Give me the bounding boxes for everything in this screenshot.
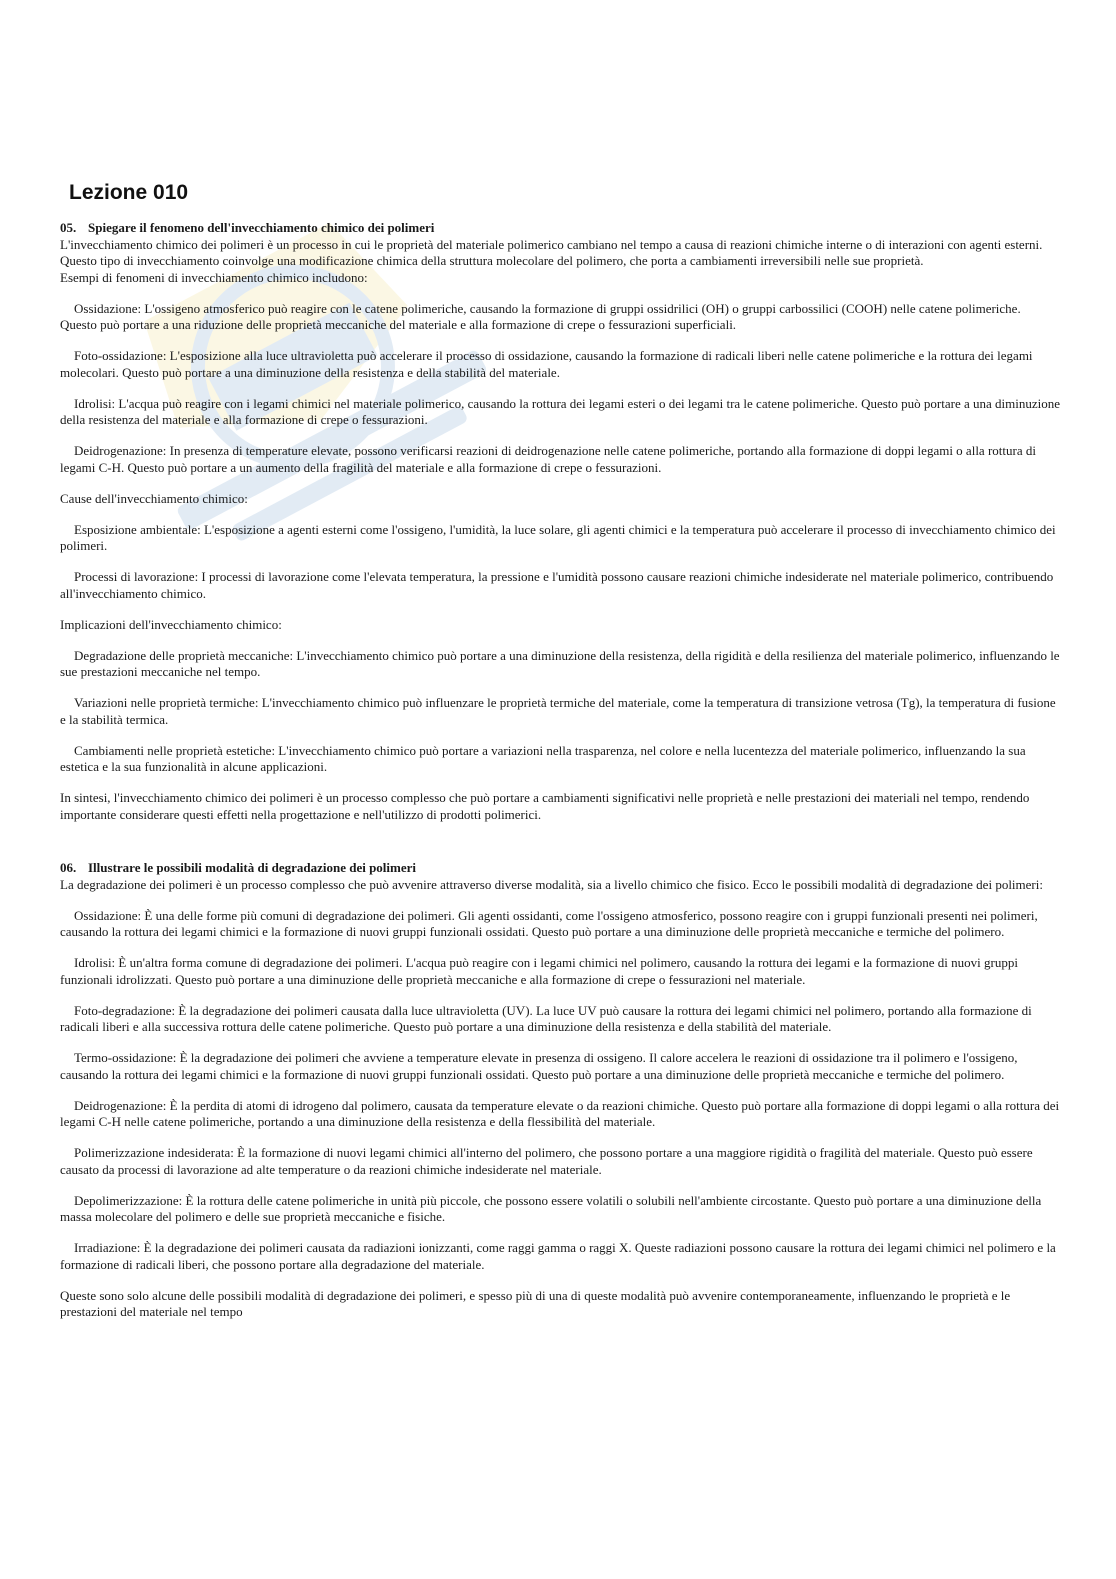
question-title: Illustrare le possibili modalità di degradazione dei polimeri	[88, 860, 417, 875]
paragraph-conclusion: Queste sono solo alcune delle possibili modalità di degradazione dei polimeri, e spesso più di una di queste modalità può avvenire contemporaneamente, influenzando le proprietà e le prestazioni del materiale nel tempo	[60, 1287, 1011, 1319]
cause-esposizione-ambientale: Esposizione ambientale: L'esposizione a agenti esterni come l'ossigeno, l'umidità, la luce solare, gli agenti chimici e la temperatura può accelerare il processo di invecchiamento chimico dei polimeri.	[60, 521, 1056, 553]
implications-label: Implicazioni dell'invecchiamento chimico:	[60, 616, 282, 632]
paragraph-summary: In sintesi, l'invecchiamento chimico dei polimeri è un processo complesso che può portare a cambiamenti significativi nelle proprietà e nelle prestazioni dei materiali nel tempo, rendendo importante considerare questi effetti nella progettazione e nell'utilizzo di prodotti polimerici.	[60, 790, 1030, 822]
mode-deidrogenazione: Deidrogenazione: È la perdita di atomi di idrogeno dal polimero, causata da temperature elevate o da reazioni chimiche. Questo può portare alla formazione di doppi legami o alla rottura dei legami C-H nelle catene polimeriche, portando a una diminuzione della resistenza e della flessibilità del materiale.	[60, 1097, 1060, 1129]
mode-depolimerizzazione: Depolimerizzazione: È la rottura delle catene polimeriche in unità più piccole, che possono essere volatili o solubili nell'ambiente circostante. Questo può portare a una diminuzione della massa molecolare del polimero e delle sue proprietà meccaniche e fisiche.	[60, 1192, 1042, 1224]
mode-foto-degradazione: Foto-degradazione: È la degradazione dei polimeri causata dalla luce ultravioletta (UV). La luce UV può causare la rottura dei legami chimici nel polimero, portando alla formazione di radicali liberi e alla successiva rottura delle catene polimeriche. Questo può portare a una diminuzione della resistenza e della stabilità del materiale.	[60, 1002, 1032, 1034]
example-idrolisi: Idrolisi: L'acqua può reagire con i legami chimici nel materiale polimerico, causando la rottura dei legami esteri o dei legami tra le catene polimeriche. Questo può portare a una diminuzione della resistenza del materiale e alla formazione di crepe o fessurazioni.	[60, 395, 1060, 427]
question-section-05	[60, 220, 1060, 823]
question-title: Spiegare il fenomeno dell'invecchiamento chimico dei polimeri	[88, 220, 435, 235]
mode-polimerizzazione-indesiderata: Polimerizzazione indesiderata: È la formazione di nuovi legami chimici all'interno del polimero, che possono portare a una maggiore rigidità o fragilità del materiale. Questo può essere causato da processi di lavorazione ad alte temperature o da reazioni chimiche indesiderate nel materiale.	[60, 1145, 1033, 1177]
lesson-title: Lezione 010	[69, 181, 189, 204]
question-number: 06.	[60, 860, 77, 875]
mode-idrolisi: Idrolisi: È un'altra forma comune di degradazione dei polimeri. L'acqua può reagire con i legami chimici nel polimero, causando la rottura dei legami e la formazione di nuovi gruppi funzionali idrolizzati. Questo può portare a una diminuzione delle proprietà meccaniche e alla formazione di crepe o fessurazioni nel materiale.	[60, 955, 1018, 987]
mode-irradiazione: Irradiazione: È la degradazione dei polimeri causata da radiazioni ionizzanti, come raggi gamma o raggi X. Queste radiazioni possono causare la rottura dei legami chimici nel polimero e la formazione di radicali liberi, che possono portare alla degradazione del materiale.	[60, 1240, 1056, 1272]
paragraph-intro: La degradazione dei polimeri è un processo complesso che può avvenire attraverso diverse modalità, sia a livello chimico che fisico. Ecco le possibili modalità di degradazione dei polimeri:	[60, 876, 1043, 892]
implication-proprieta-estetiche: Cambiamenti nelle proprietà estetiche: L'invecchiamento chimico può portare a variazioni nella trasparenza, nel colore e nella lucentezza del materiale polimerico, influenzando la sua estetica e la sua funzionalità in alcune applicazioni.	[60, 742, 1026, 774]
question-section-06	[60, 860, 1060, 1321]
example-ossidazione: Ossidazione: L'ossigeno atmosferico può reagire con le catene polimeriche, causando la formazione di gruppi ossidrilici (OH) o gruppi carbossilici (COOH) nelle catene polimeriche. Questo può portare a una riduzione delle proprietà meccaniche del materiale e alla formazione di crepe o fessurazioni superficiali.	[60, 300, 1021, 332]
implication-proprieta-meccaniche: Degradazione delle proprietà meccaniche: L'invecchiamento chimico può portare a una diminuzione della resistenza, della rigidità e della resilienza del materiale polimerico, influenzando le sue prestazioni meccaniche nel tempo.	[60, 647, 1060, 679]
paragraph-intro: L'invecchiamento chimico dei polimeri è un processo in cui le proprietà del materiale polimerico cambiano nel tempo a causa di reazioni chimiche interne o di interazioni con agenti esterni. Questo tipo di invecchiamento coinvolge una modificazione chimica della struttura molecolare del polimero, che porta a cambiamenti irreversibili nelle sue proprietà.	[60, 236, 1043, 268]
question-heading-06	[60, 860, 1060, 877]
mode-termo-ossidazione: Termo-ossidazione: È la degradazione dei polimeri che avviene a temperature elevate in presenza di ossigeno. Il calore accelera le reazioni di ossidazione tra il polimero e l'ossigeno, causando la rottura dei legami chimici e la formazione di nuovi gruppi funzionali ossidati. Questo può portare a una diminuzione delle proprietà meccaniche e termiche del polimero.	[60, 1050, 1018, 1082]
question-heading-05	[60, 220, 1060, 237]
example-foto-ossidazione: Foto-ossidazione: L'esposizione alla luce ultravioletta può accelerare il processo di ossidazione, causando la formazione di radicali liberi nelle catene polimeriche e la rottura dei legami molecolari. Questo può portare a una diminuzione della resistenza e della stabilità del materiale.	[60, 348, 1033, 380]
examples-label: Esempi di fenomeni di invecchiamento chimico includono:	[60, 269, 368, 285]
question-number: 05.	[60, 220, 77, 235]
mode-ossidazione: Ossidazione: È una delle forme più comuni di degradazione dei polimeri. Gli agenti ossidanti, come l'ossigeno atmosferico, possono reagire con i gruppi funzionali presenti nei polimeri, causando la rottura dei legami chimici e la formazione di nuovi gruppi funzionali ossidati. Questo può portare a una diminuzione delle proprietà meccaniche e termiche del polimero.	[60, 907, 1038, 939]
causes-label: Cause dell'invecchiamento chimico:	[60, 490, 248, 506]
cause-processi-lavorazione: Processi di lavorazione: I processi di lavorazione come l'elevata temperatura, la pressione e l'umidità possono causare reazioni chimiche indesiderate nel materiale polimerico, contribuendo all'invecchiamento chimico.	[60, 569, 1054, 601]
implication-proprieta-termiche: Variazioni nelle proprietà termiche: L'invecchiamento chimico può influenzare le proprietà termiche del materiale, come la temperatura di transizione vetrosa (Tg), la temperatura di fusione e la stabilità termica.	[60, 695, 1056, 727]
example-deidrogenazione: Deidrogenazione: In presenza di temperature elevate, possono verificarsi reazioni di deidrogenazione nelle catene polimeriche, portando alla formazione di doppi legami o alla rottura di legami C-H. Questo può portare a un aumento della fragilità del materiale e alla formazione di crepe o fessurazioni.	[60, 443, 1036, 475]
